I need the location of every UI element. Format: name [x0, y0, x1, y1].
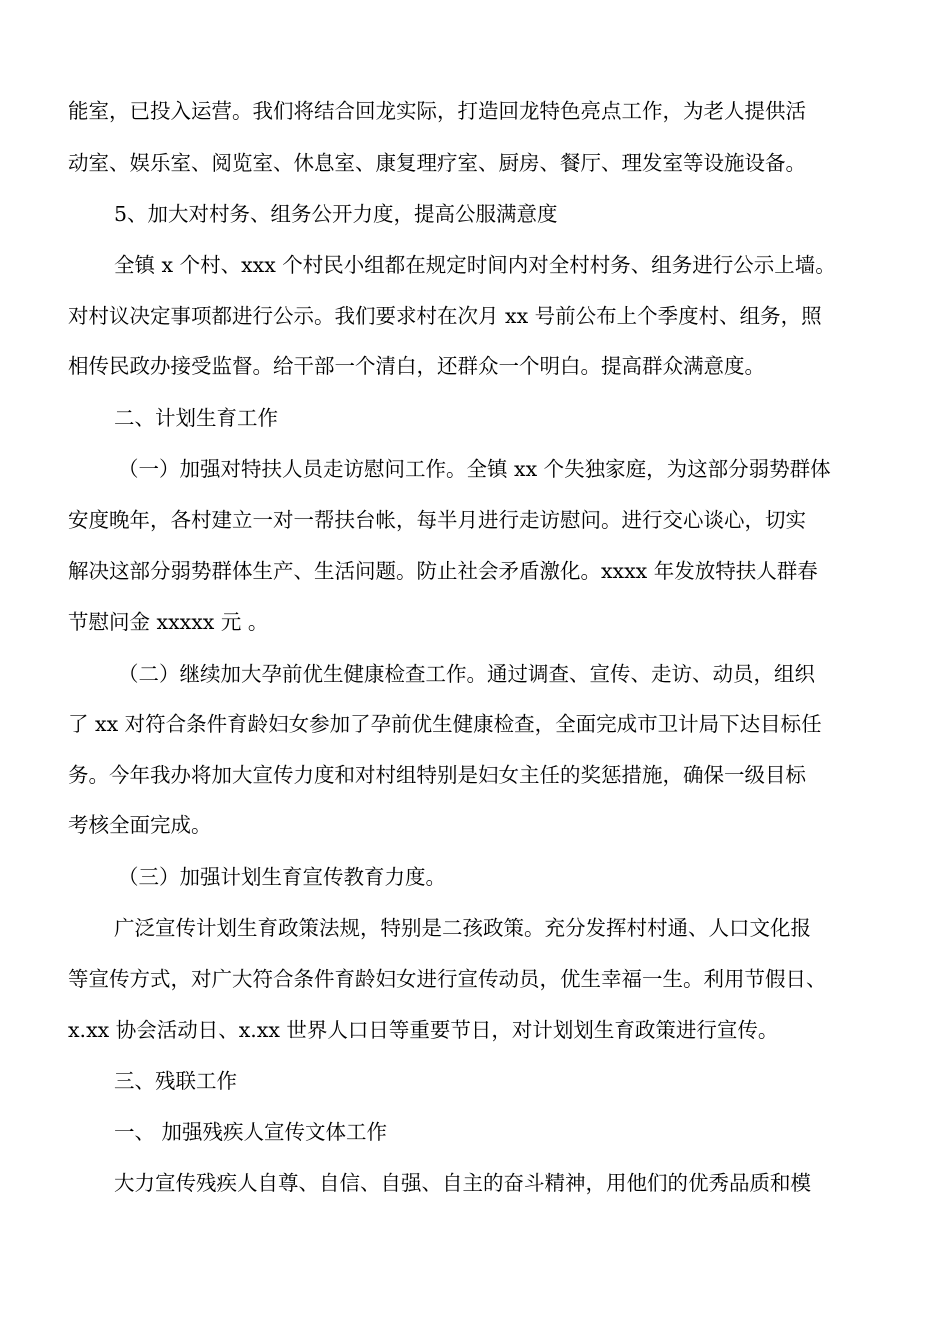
text-line: 安度晚年，各村建立一对一帮扶台帐，每半月进行走访慰问。进行交心谈心，切实 [68, 508, 806, 532]
text-line: 等宣传方式，对广大符合条件育龄妇女进行宣传动员，优生幸福一生。利用节假日、 [68, 967, 827, 991]
text-line: 了 xx 对符合条件育龄妇女参加了孕前优生健康检查，全面完成市卫计局下达目标任 [68, 712, 822, 736]
section-heading: 5、加大对村务、组务公开力度，提高公服满意度 [114, 202, 558, 226]
section-heading: （三）加强计划生育宣传教育力度。 [118, 865, 446, 889]
text-line: 考核全面完成。 [68, 813, 212, 837]
text-line: 动室、娱乐室、阅览室、休息室、康复理疗室、厨房、餐厅、理发室等设施设备。 [68, 151, 806, 175]
text-line: 节慰问金 xxxxx 元 。 [68, 610, 269, 634]
text-line: 全镇 x 个村、xxx 个村民小组都在规定时间内对全村村务、组务进行公示上墙。 [114, 253, 836, 277]
text-line: 解决这部分弱势群体生产、生活问题。防止社会矛盾激化。xxxx 年发放特扶人群春 [68, 559, 818, 583]
text-line: （一）加强对特扶人员走访慰问工作。全镇 xx 个失独家庭，为这部分弱势群体 [118, 457, 831, 481]
section-heading: 二、计划生育工作 [114, 406, 278, 430]
section-heading: 一、 加强残疾人宣传文体工作 [114, 1120, 388, 1144]
text-line: 广泛宣传计划生育政策法规，特别是二孩政策。充分发挥村村通、人口文化报 [114, 916, 811, 940]
text-line: 大力宣传残疾人自尊、自信、自强、自主的奋斗精神，用他们的优秀品质和模 [114, 1171, 811, 1195]
text-line: （二）继续加大孕前优生健康检查工作。通过调查、宣传、走访、动员，组织 [118, 662, 815, 686]
text-line: 能室，已投入运营。我们将结合回龙实际，打造回龙特色亮点工作，为老人提供活 [68, 99, 806, 123]
section-heading: 三、残联工作 [114, 1069, 237, 1093]
text-line: 对村议决定事项都进行公示。我们要求村在次月 xx 号前公布上个季度村、组务，照 [68, 304, 822, 328]
text-line: 相传民政办接受监督。给干部一个清白，还群众一个明白。提高群众满意度。 [68, 354, 765, 378]
text-line: 务。今年我办将加大宣传力度和对村组特别是妇女主任的奖惩措施，确保一级目标 [68, 763, 806, 787]
text-line: x.xx 协会活动日、x.xx 世界人口日等重要节日，对计划划生育政策进行宣传。 [68, 1018, 779, 1042]
